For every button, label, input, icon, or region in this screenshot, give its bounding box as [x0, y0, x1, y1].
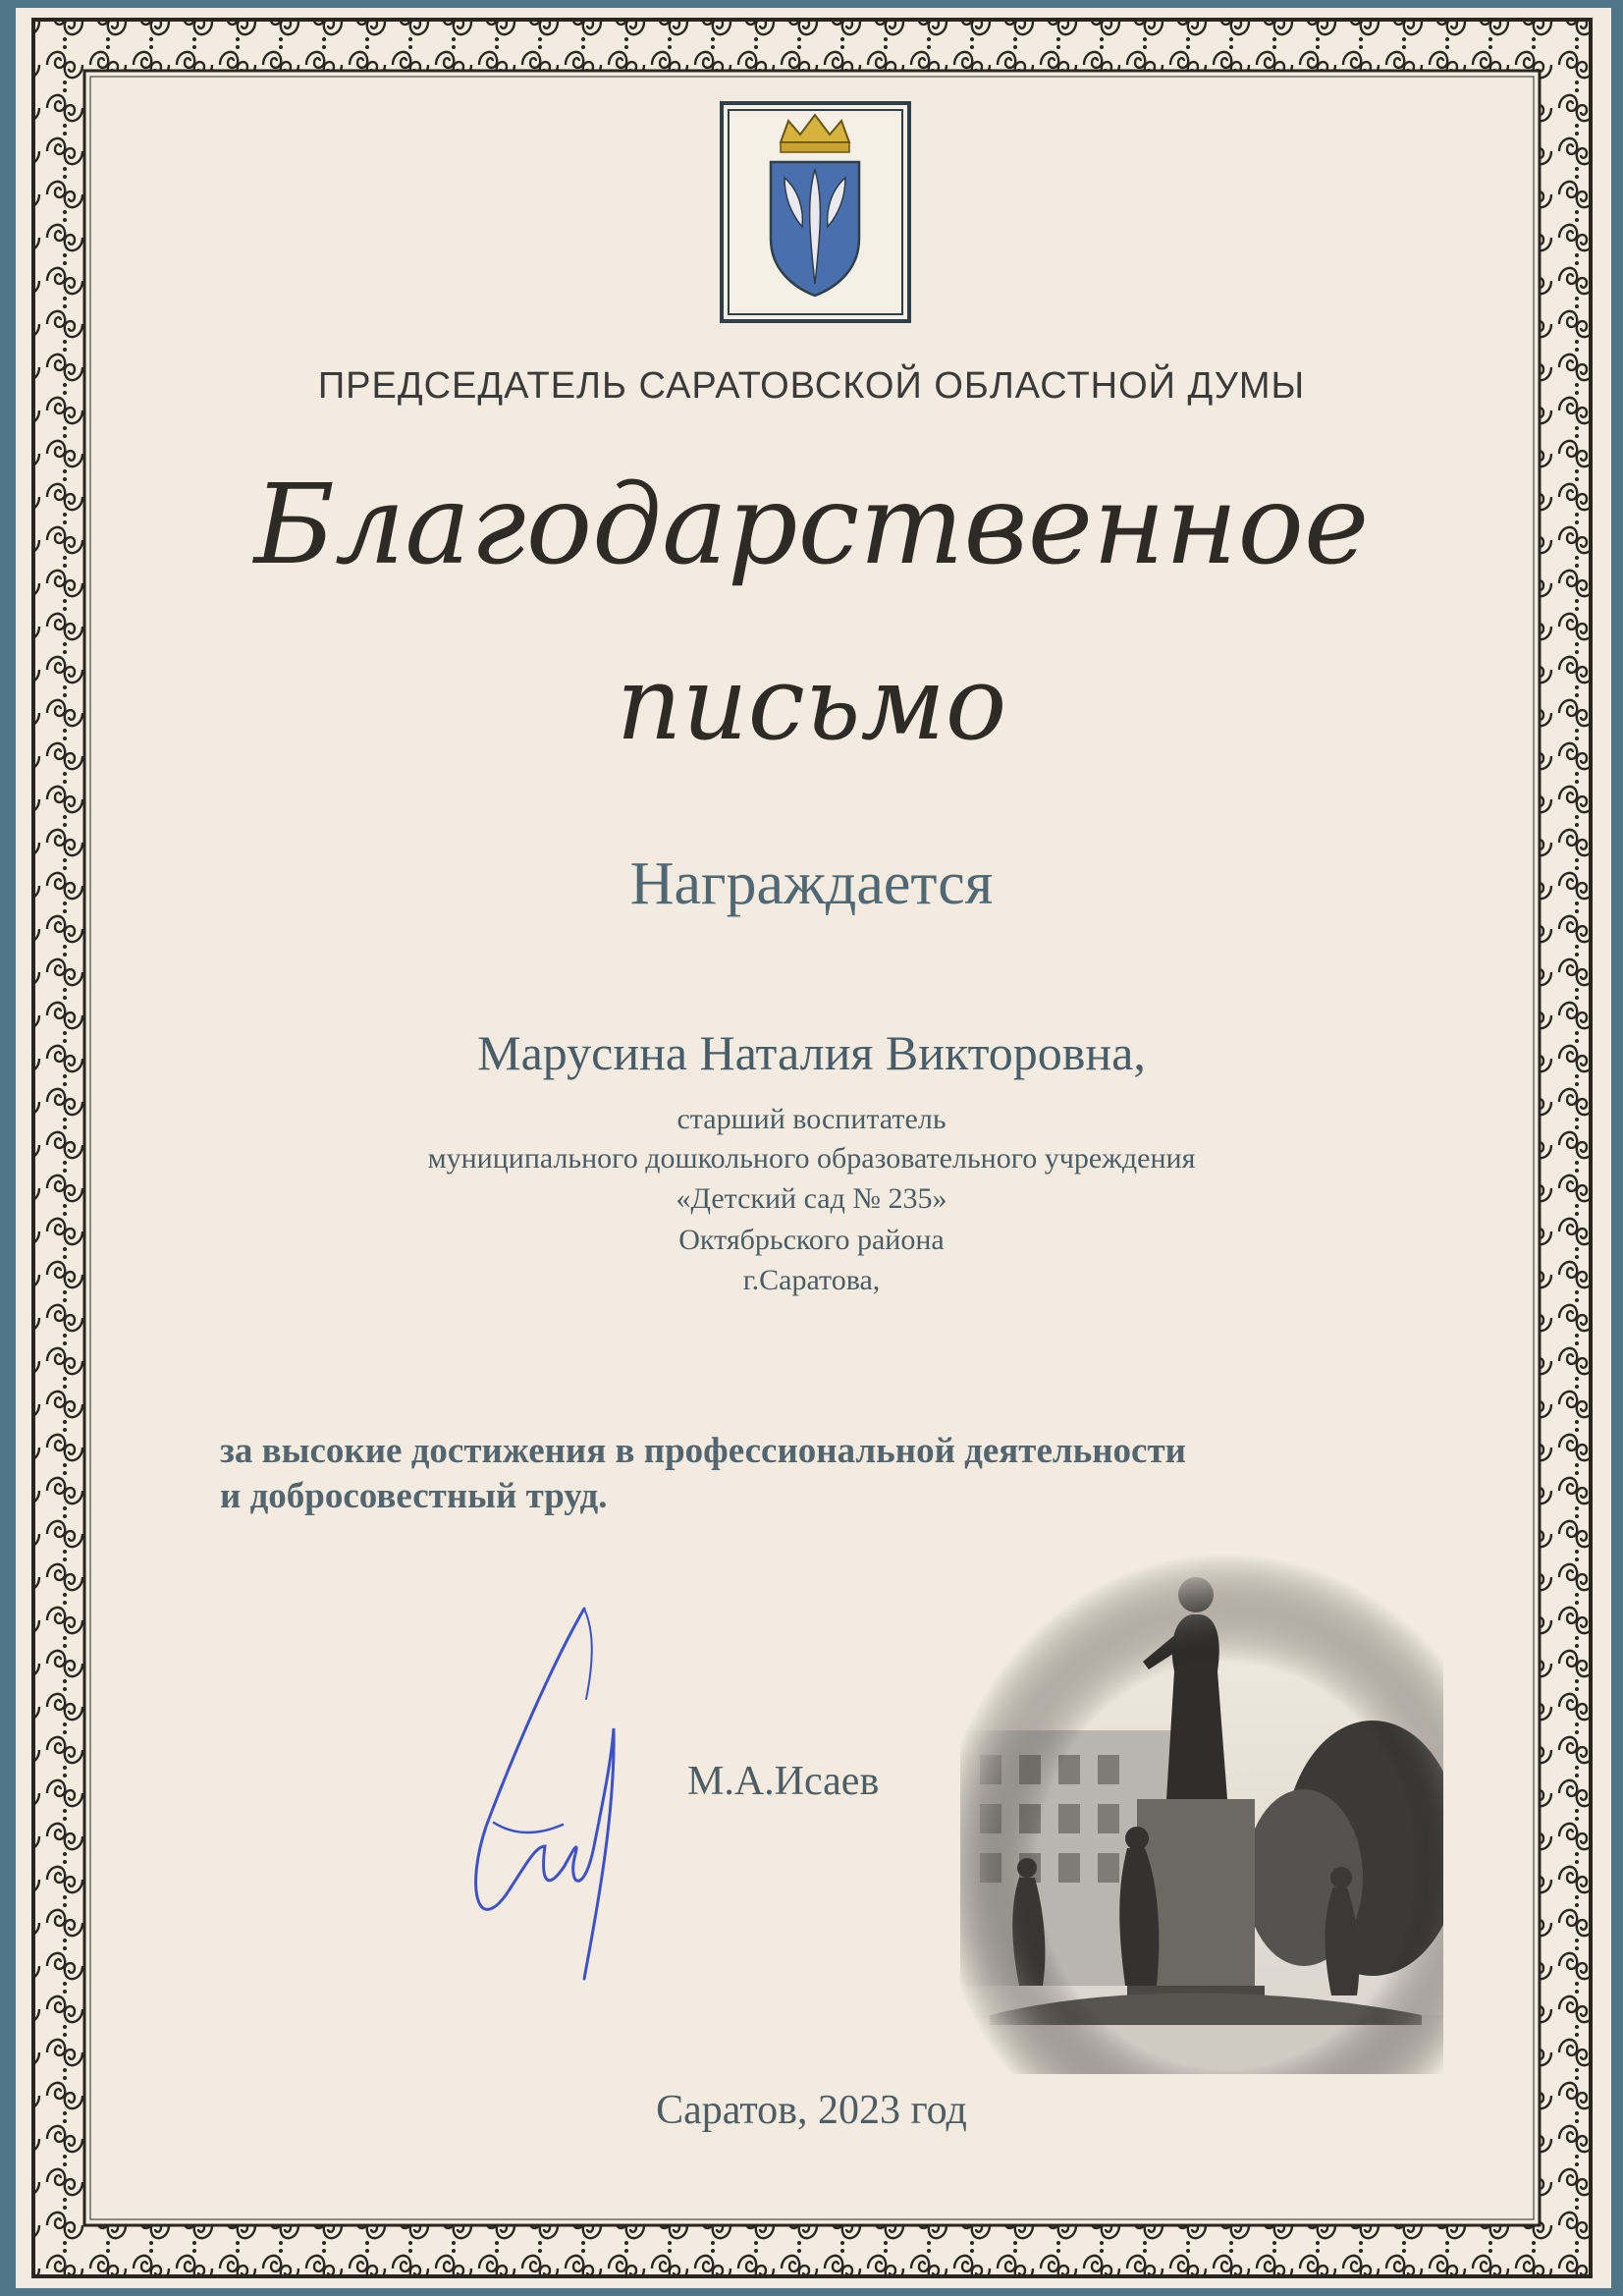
award-reason — [220, 1429, 1447, 1519]
recipient-organization-line-1: муниципального дошкольного образовательного учреждения — [427, 1142, 1196, 1175]
place-and-date: Саратов, 2023 год — [656, 2088, 967, 2133]
monument-photo — [960, 1554, 1443, 2074]
signer-name: М.А.Исаев — [687, 1759, 880, 1804]
recipient-name: Марусина Наталия Викторовна, — [477, 1025, 1146, 1080]
recipient-organization-line-2: «Детский сад № 235» — [676, 1182, 947, 1215]
recipient-position: старший воспитатель — [676, 1103, 947, 1135]
award-label: Награждается — [629, 850, 994, 917]
recipient-district: Октябрьского района — [678, 1224, 945, 1256]
recipient-city: г.Саратова, — [742, 1264, 881, 1296]
title-line-1: Благодарственное — [253, 462, 1370, 589]
award-reason-line-1: за высокие достижения в профессиональной деятельности — [220, 1431, 1186, 1471]
award-reason-line-2: и добросовестный труд. — [220, 1476, 608, 1516]
saratov-coat-of-arms-icon — [720, 101, 911, 323]
issuer-heading: ПРЕДСЕДАТЕЛЬ САРАТОВСКОЙ ОБЛАСТНОЙ ДУМЫ — [317, 365, 1306, 407]
handwritten-signature — [447, 1601, 643, 1984]
title-line-2: письмо — [616, 643, 1007, 763]
